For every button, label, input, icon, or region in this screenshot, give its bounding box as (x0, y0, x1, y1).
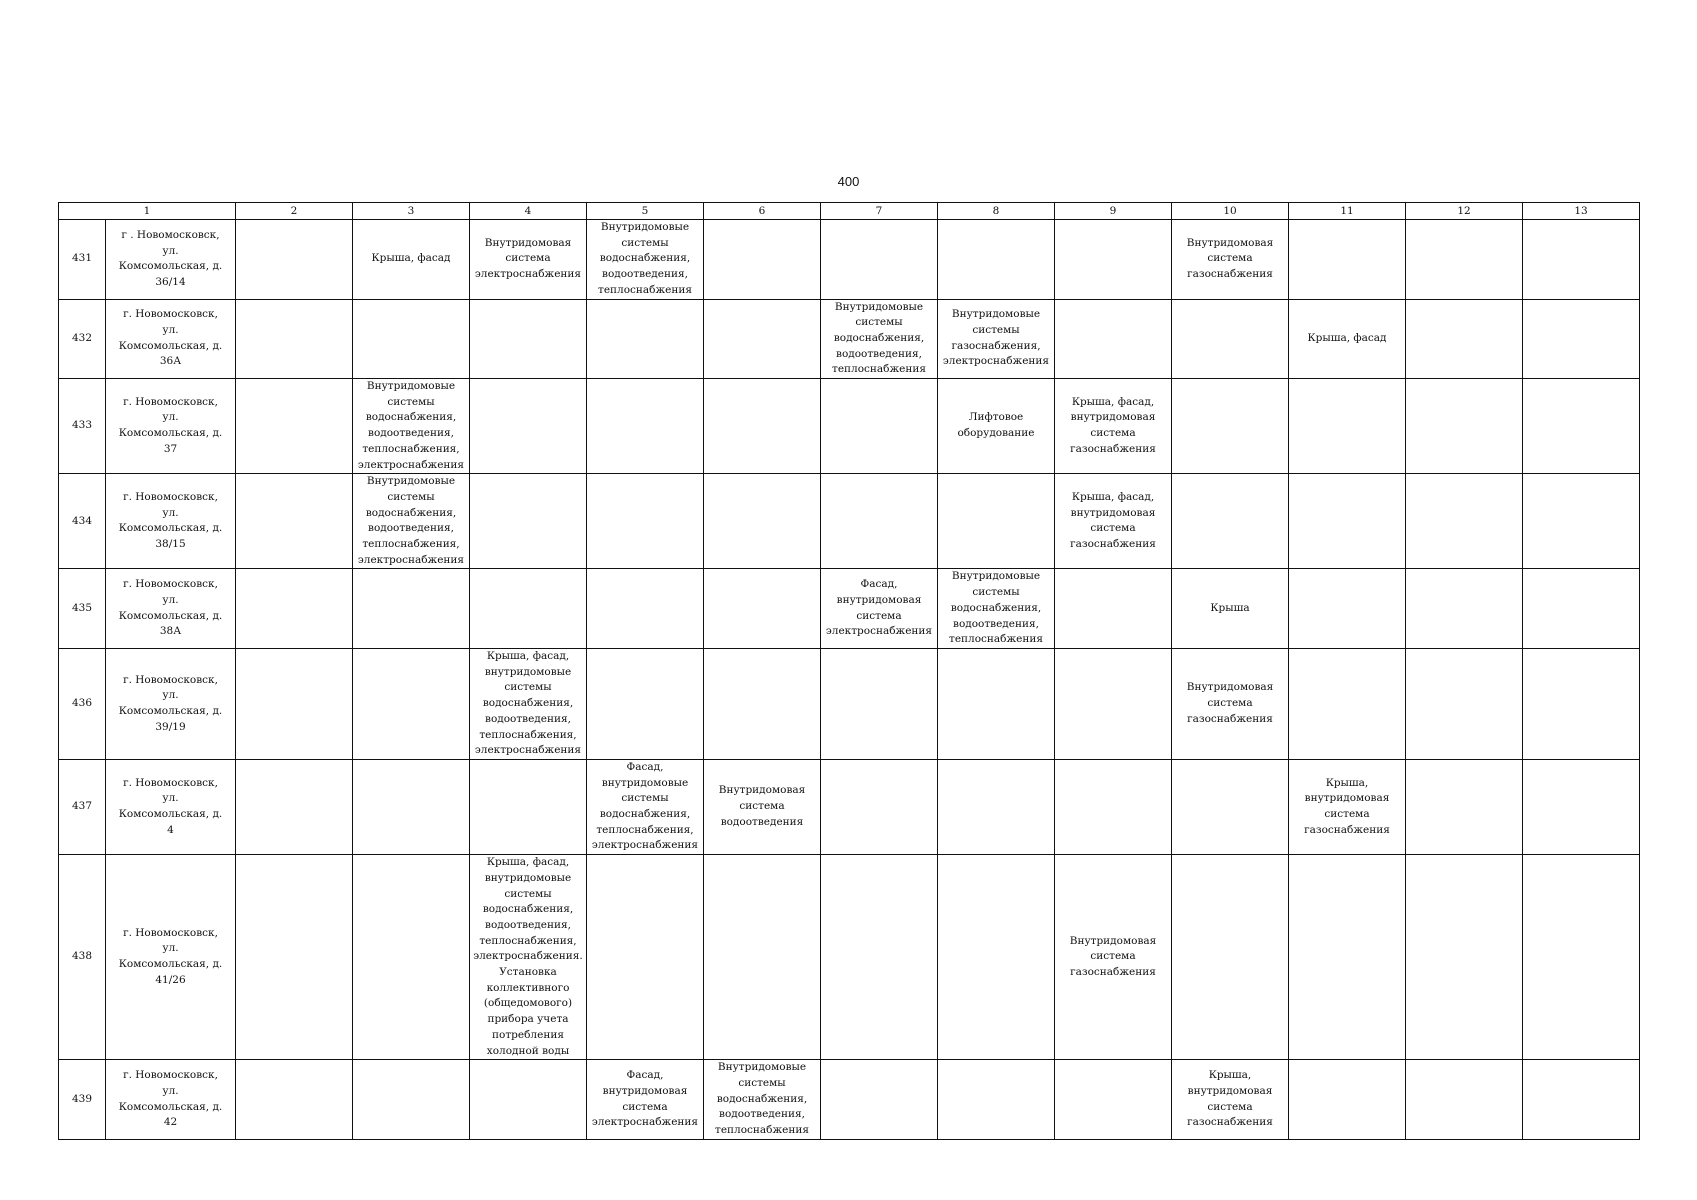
work-cell-col-12 (1406, 569, 1523, 649)
work-cell-col-9: Крыша, фасад, внутридомовая система газоснабжения (1055, 474, 1172, 569)
work-cell-col-12 (1406, 855, 1523, 1060)
table-row (59, 648, 1640, 759)
work-cell-col-3: Внутридомовые системы водоснабжения, водоотведения, теплоснабжения, электроснабжения (353, 474, 470, 569)
work-cell-col-10: Крыша, внутридомовая система газоснабжения (1172, 1060, 1289, 1140)
work-cell-col-3 (353, 569, 470, 649)
work-cell-col-3 (353, 1060, 470, 1140)
work-cell-col-11: Крыша, фасад (1289, 299, 1406, 379)
work-cell-col-10 (1172, 299, 1289, 379)
work-cell-col-8 (938, 759, 1055, 854)
page-number: 400 (837, 174, 860, 189)
row-number: 435 (59, 569, 106, 649)
work-cell-col-7 (821, 648, 938, 759)
address-cell: г. Новомосковск, ул. Комсомольская, д. 42 (106, 1060, 236, 1140)
work-cell-col-10: Внутридомовая система газоснабжения (1172, 648, 1289, 759)
work-cell-col-4: Крыша, фасад, внутридомовые системы водоснабжения, водоотведения, теплоснабжения, электроснабжения. Установка коллективного (общедомового) прибора учета потребления холодной воды (470, 855, 587, 1060)
work-cell-col-12 (1406, 474, 1523, 569)
column-header-3: 3 (353, 203, 470, 220)
work-cell-col-7 (821, 474, 938, 569)
work-cell-col-9 (1055, 299, 1172, 379)
work-cell-col-11 (1289, 1060, 1406, 1140)
work-cell-col-13 (1523, 855, 1640, 1060)
work-cell-col-11 (1289, 648, 1406, 759)
address-cell: г . Новомосковск, ул. Комсомольская, д. 36/14 (106, 220, 236, 300)
work-cell-col-2 (236, 474, 353, 569)
work-cell-col-13 (1523, 648, 1640, 759)
work-cell-col-12 (1406, 759, 1523, 854)
work-cell-col-6 (704, 569, 821, 649)
column-header-2: 2 (236, 203, 353, 220)
work-cell-col-3: Крыша, фасад (353, 220, 470, 300)
work-cell-col-2 (236, 299, 353, 379)
column-header-6: 6 (704, 203, 821, 220)
work-cell-col-3 (353, 299, 470, 379)
table-row (59, 220, 1640, 300)
work-cell-col-4 (470, 299, 587, 379)
work-cell-col-13 (1523, 474, 1640, 569)
work-cell-col-12 (1406, 648, 1523, 759)
work-cell-col-2 (236, 855, 353, 1060)
work-cell-col-5: Фасад, внутридомовая система электроснабжения (587, 1060, 704, 1140)
address-cell: г. Новомосковск, ул. Комсомольская, д. 39/19 (106, 648, 236, 759)
table-row (59, 379, 1640, 474)
address-cell: г. Новомосковск, ул. Комсомольская, д. 37 (106, 379, 236, 474)
work-cell-col-4 (470, 474, 587, 569)
work-cell-col-5 (587, 648, 704, 759)
work-cell-col-9 (1055, 569, 1172, 649)
work-cell-col-3: Внутридомовые системы водоснабжения, водоотведения, теплоснабжения, электроснабжения (353, 379, 470, 474)
work-cell-col-5: Фасад, внутридомовые системы водоснабжения, теплоснабжения, электроснабжения (587, 759, 704, 854)
work-cell-col-11 (1289, 379, 1406, 474)
work-cell-col-9 (1055, 220, 1172, 300)
work-cell-col-3 (353, 759, 470, 854)
work-cell-col-5 (587, 379, 704, 474)
work-cell-col-2 (236, 220, 353, 300)
row-number: 437 (59, 759, 106, 854)
address-cell: г. Новомосковск, ул. Комсомольская, д. 36А (106, 299, 236, 379)
row-number: 434 (59, 474, 106, 569)
work-cell-col-7 (821, 759, 938, 854)
work-cell-col-13 (1523, 379, 1640, 474)
work-cell-col-13 (1523, 569, 1640, 649)
work-cell-col-9 (1055, 759, 1172, 854)
work-cell-col-6 (704, 855, 821, 1060)
column-header-11: 11 (1289, 203, 1406, 220)
work-cell-col-11: Крыша, внутридомовая система газоснабжения (1289, 759, 1406, 854)
work-cell-col-12 (1406, 220, 1523, 300)
work-cell-col-9 (1055, 1060, 1172, 1140)
work-cell-col-13 (1523, 759, 1640, 854)
work-cell-col-3 (353, 648, 470, 759)
work-cell-col-8: Внутридомовые системы водоснабжения, водоотведения, теплоснабжения (938, 569, 1055, 649)
work-cell-col-10: Крыша (1172, 569, 1289, 649)
address-cell: г. Новомосковск, ул. Комсомольская, д. 38/15 (106, 474, 236, 569)
work-cell-col-4 (470, 1060, 587, 1140)
work-cell-col-11 (1289, 474, 1406, 569)
column-header-1: 1 (59, 203, 236, 220)
work-cell-col-12 (1406, 299, 1523, 379)
work-cell-col-13 (1523, 1060, 1640, 1140)
table-row (59, 855, 1640, 1060)
work-cell-col-10 (1172, 474, 1289, 569)
work-cell-col-7: Фасад, внутридомовая система электроснабжения (821, 569, 938, 649)
work-cell-col-6 (704, 379, 821, 474)
table-row (59, 299, 1640, 379)
repair-schedule-table (58, 202, 1640, 1140)
table-row (59, 569, 1640, 649)
work-cell-col-3 (353, 855, 470, 1060)
work-cell-col-6 (704, 648, 821, 759)
work-cell-col-4: Внутридомовая система электроснабжения (470, 220, 587, 300)
work-cell-col-10 (1172, 759, 1289, 854)
header-row (59, 203, 1640, 220)
work-cell-col-7 (821, 855, 938, 1060)
work-cell-col-5 (587, 569, 704, 649)
work-cell-col-6 (704, 299, 821, 379)
table-row (59, 759, 1640, 854)
work-cell-col-10 (1172, 855, 1289, 1060)
row-number: 433 (59, 379, 106, 474)
work-cell-col-8 (938, 220, 1055, 300)
work-cell-col-5 (587, 855, 704, 1060)
work-cell-col-7 (821, 220, 938, 300)
column-header-8: 8 (938, 203, 1055, 220)
address-cell: г. Новомосковск, ул. Комсомольская, д. 41/26 (106, 855, 236, 1060)
work-cell-col-4 (470, 379, 587, 474)
work-cell-col-2 (236, 648, 353, 759)
address-cell: г. Новомосковск, ул. Комсомольская, д. 4 (106, 759, 236, 854)
work-cell-col-13 (1523, 220, 1640, 300)
work-cell-col-5 (587, 474, 704, 569)
column-header-7: 7 (821, 203, 938, 220)
row-number: 439 (59, 1060, 106, 1140)
column-header-10: 10 (1172, 203, 1289, 220)
work-cell-col-8: Внутридомовые системы газоснабжения, электроснабжения (938, 299, 1055, 379)
work-cell-col-6: Внутридомовая система водоотведения (704, 759, 821, 854)
work-cell-col-2 (236, 379, 353, 474)
work-cell-col-11 (1289, 855, 1406, 1060)
work-cell-col-8 (938, 1060, 1055, 1140)
column-header-9: 9 (1055, 203, 1172, 220)
table-row (59, 1060, 1640, 1140)
work-cell-col-10: Внутридомовая система газоснабжения (1172, 220, 1289, 300)
work-cell-col-9: Крыша, фасад, внутридомовая система газоснабжения (1055, 379, 1172, 474)
work-cell-col-5 (587, 299, 704, 379)
work-cell-col-12 (1406, 1060, 1523, 1140)
work-cell-col-7 (821, 1060, 938, 1140)
column-header-5: 5 (587, 203, 704, 220)
work-cell-col-2 (236, 759, 353, 854)
work-cell-col-4 (470, 759, 587, 854)
work-cell-col-8 (938, 474, 1055, 569)
work-cell-col-4 (470, 569, 587, 649)
work-cell-col-6 (704, 474, 821, 569)
work-cell-col-6 (704, 220, 821, 300)
work-cell-col-13 (1523, 299, 1640, 379)
address-cell: г. Новомосковск, ул. Комсомольская, д. 38А (106, 569, 236, 649)
row-number: 432 (59, 299, 106, 379)
work-cell-col-8 (938, 648, 1055, 759)
work-cell-col-4: Крыша, фасад, внутридомовые системы водоснабжения, водоотведения, теплоснабжения, электроснабжения (470, 648, 587, 759)
column-header-4: 4 (470, 203, 587, 220)
row-number: 438 (59, 855, 106, 1060)
work-cell-col-7: Внутридомовые системы водоснабжения, водоотведения, теплоснабжения (821, 299, 938, 379)
work-cell-col-11 (1289, 220, 1406, 300)
work-cell-col-2 (236, 1060, 353, 1140)
work-cell-col-10 (1172, 379, 1289, 474)
row-number: 431 (59, 220, 106, 300)
work-cell-col-2 (236, 569, 353, 649)
work-cell-col-7 (821, 379, 938, 474)
work-cell-col-5: Внутридомовые системы водоснабжения, водоотведения, теплоснабжения (587, 220, 704, 300)
work-cell-col-8 (938, 855, 1055, 1060)
work-cell-col-9 (1055, 648, 1172, 759)
work-cell-col-6: Внутридомовые системы водоснабжения, водоотведения, теплоснабжения (704, 1060, 821, 1140)
column-header-12: 12 (1406, 203, 1523, 220)
work-cell-col-12 (1406, 379, 1523, 474)
table-row (59, 474, 1640, 569)
row-number: 436 (59, 648, 106, 759)
work-cell-col-9: Внутридомовая система газоснабжения (1055, 855, 1172, 1060)
work-cell-col-8: Лифтовое оборудование (938, 379, 1055, 474)
column-header-13: 13 (1523, 203, 1640, 220)
work-cell-col-11 (1289, 569, 1406, 649)
